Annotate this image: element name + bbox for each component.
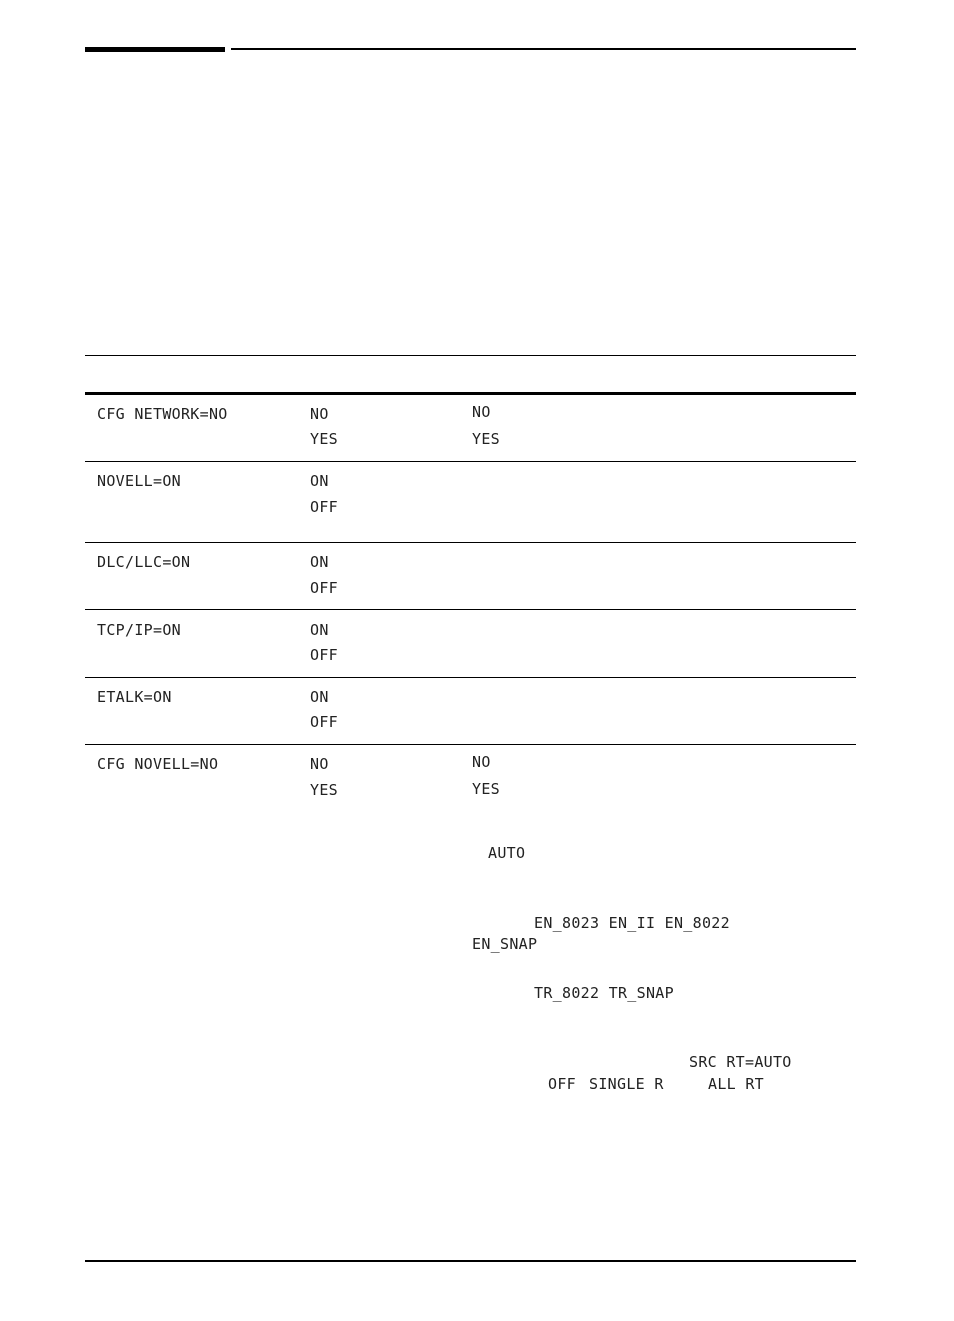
frame-type-auto: AUTO [488,844,526,862]
value-option-on: ON [310,621,329,639]
token-ring-frame-types: TR_8022 TR_SNAP [534,984,674,1002]
value-option-off: OFF [310,498,338,516]
value-option-on: ON [310,472,329,490]
menu-item-dlc-llc: DLC/LLC=ON [97,553,191,571]
value-option-off: OFF [310,646,338,664]
menu-item-cfg-network: CFG NETWORK=NO [97,405,228,423]
source-route-menu-item: SRC RT=AUTO [689,1053,792,1071]
table-top-rule [85,355,856,356]
table-header-bottom-rule [85,392,856,395]
row-divider [85,609,856,610]
value-option-yes: YES [310,781,338,799]
row-divider [85,461,856,462]
menu-item-novell: NOVELL=ON [97,472,181,490]
row-divider [85,744,856,745]
value-option-yes: YES [310,430,338,448]
note-option-no: NO [472,753,491,771]
source-route-single: SINGLE R [589,1075,664,1093]
value-option-off: OFF [310,713,338,731]
value-option-on: ON [310,688,329,706]
menu-item-etalk: ETALK=ON [97,688,172,706]
value-option-on: ON [310,553,329,571]
ethernet-snap-frame: EN_SNAP [472,935,538,953]
row-divider [85,677,856,678]
header-thick-rule [85,47,225,52]
menu-item-cfg-novell: CFG NOVELL=NO [97,755,219,773]
note-option-yes: YES [472,430,500,448]
source-route-off: OFF [548,1075,576,1093]
row-divider [85,542,856,543]
value-option-no: NO [310,405,329,423]
note-option-yes: YES [472,780,500,798]
source-route-all: ALL RT [708,1075,764,1093]
ethernet-frame-types: EN_8023 EN_II EN_8022 [534,914,730,932]
note-option-no: NO [472,403,491,421]
footer-rule [85,1260,856,1262]
header-thin-rule [231,48,856,50]
value-option-no: NO [310,755,329,773]
menu-item-tcp-ip: TCP/IP=ON [97,621,181,639]
value-option-off: OFF [310,579,338,597]
